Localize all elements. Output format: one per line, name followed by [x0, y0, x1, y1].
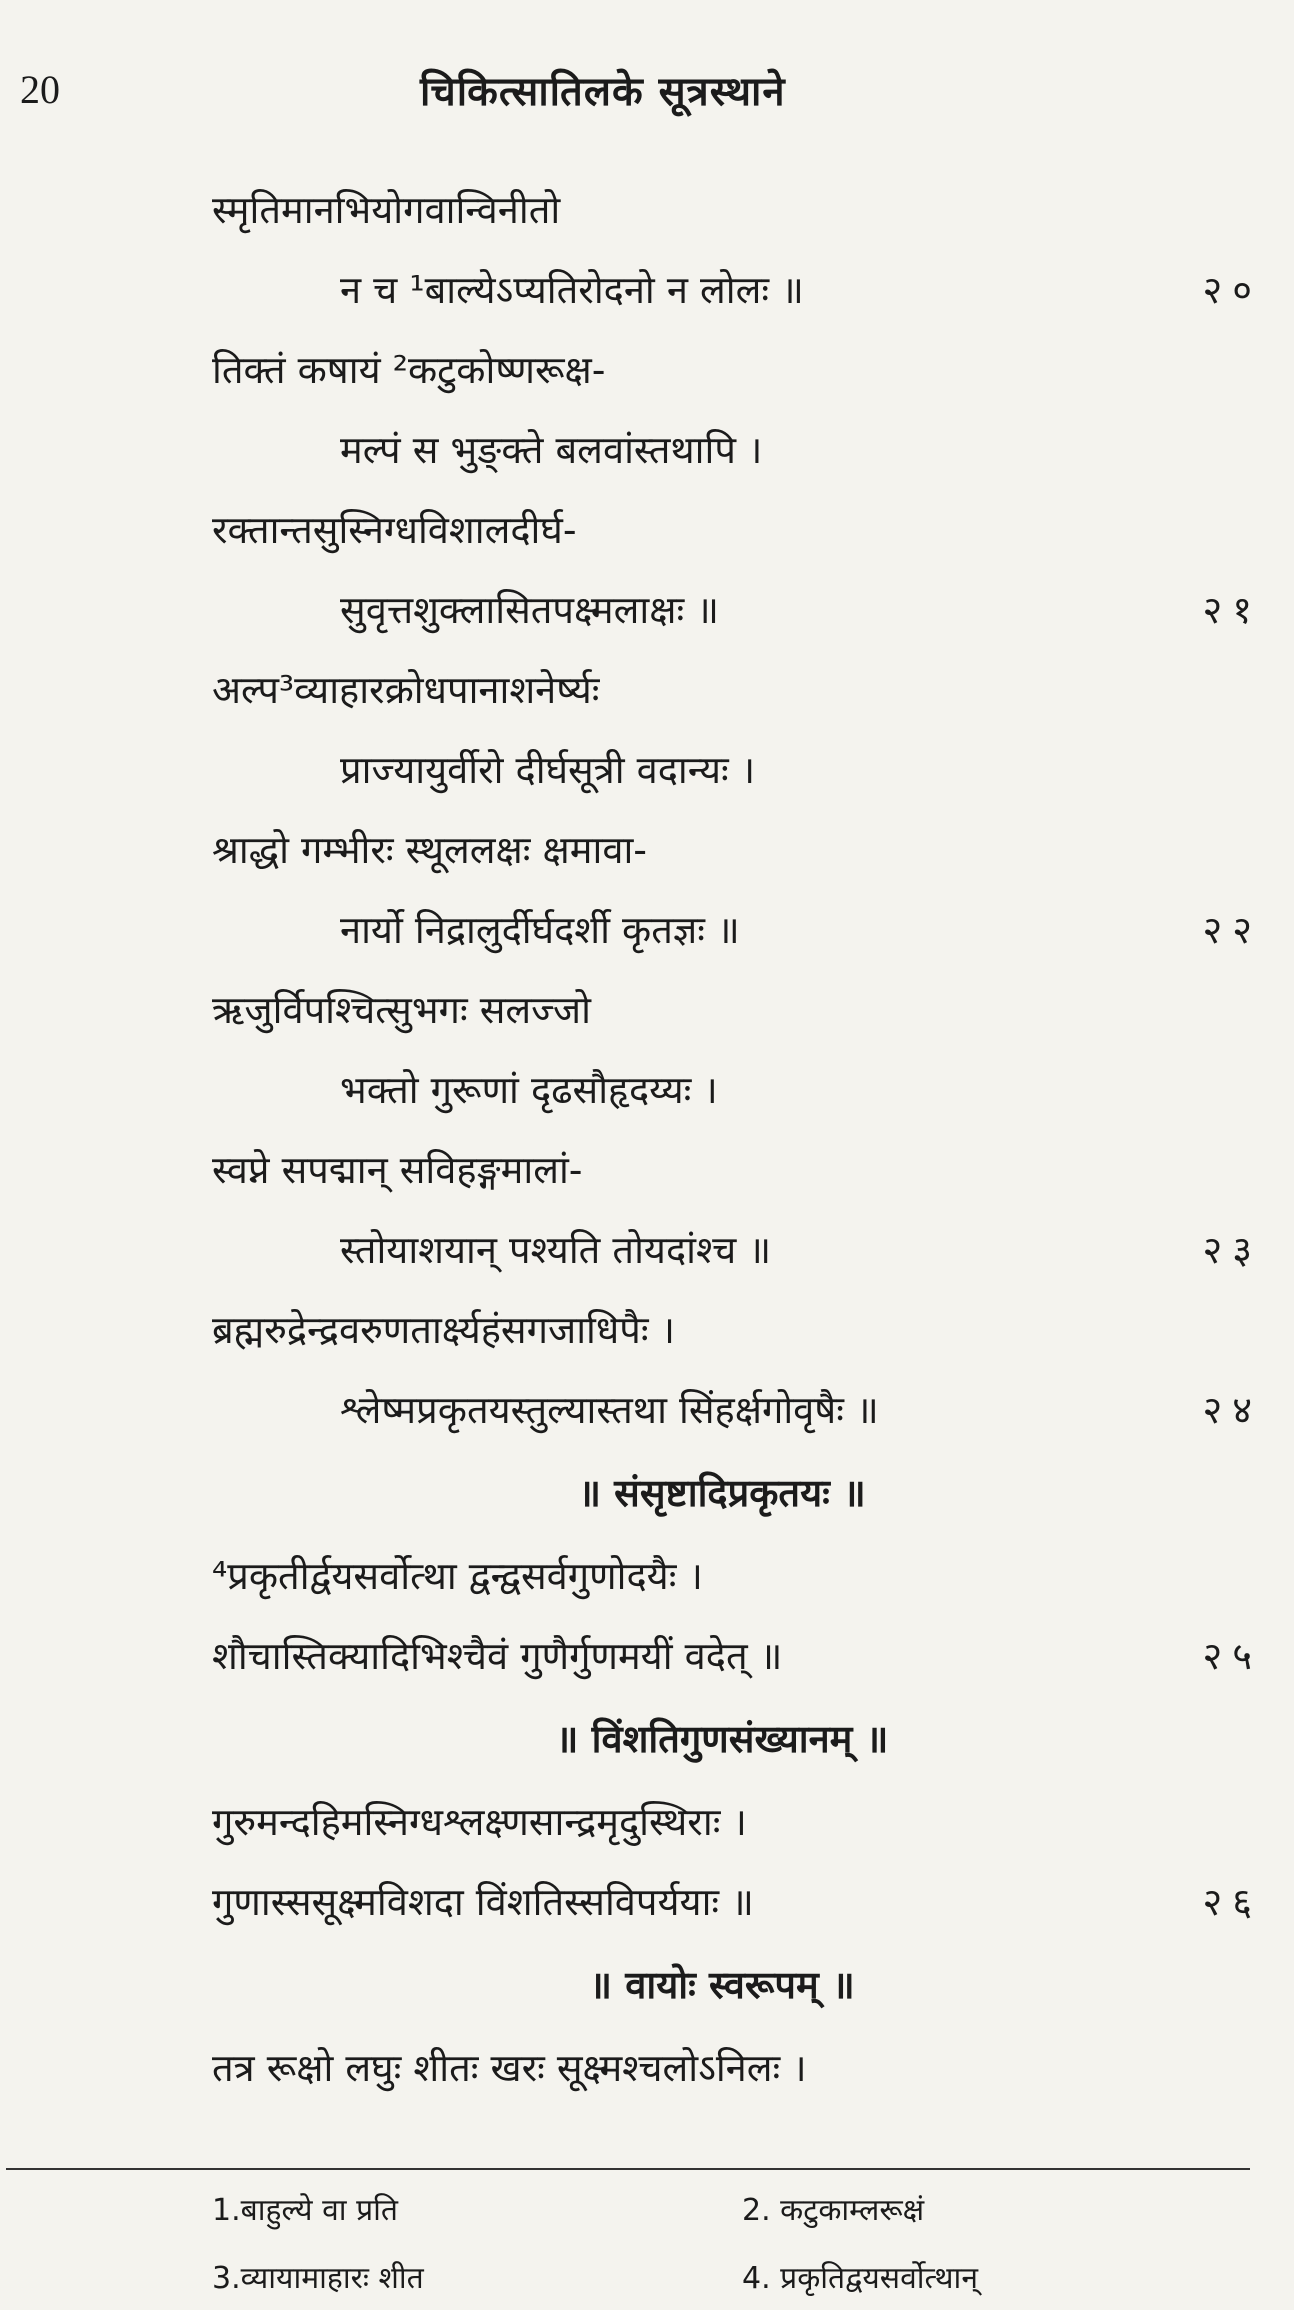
- verse-line: [0, 1050, 1294, 1130]
- verse-text: ऋजुर्विपश्चित्सुभगः सलज्जो: [212, 988, 591, 1032]
- page-header: [0, 58, 1294, 128]
- verse-line: [0, 2028, 1294, 2108]
- verse-number: २१: [1202, 588, 1262, 632]
- verse-text: श्लेष्मप्रकृतयस्तुल्यास्तथा सिंहर्क्षगोवृषैः ॥: [340, 1388, 879, 1432]
- section-heading-text: ॥ वायोः स्वरूपम् ॥: [589, 1963, 855, 2007]
- verse-line: [0, 490, 1294, 570]
- verse-text: मल्पं स भुङ्क्ते बलवांस्तथापि ।: [340, 428, 763, 472]
- verse-text: तिक्तं कषायं ²कटुकोष्णरूक्ष-: [212, 348, 606, 392]
- verse-text: अल्प³व्याहारक्रोधपानाशनेर्ष्यः: [212, 668, 600, 712]
- verse-text: नार्यो निद्रालुर्दीर्घदर्शी कृतज्ञः ॥: [340, 908, 740, 952]
- verse-line: [0, 650, 1294, 730]
- verse-line: [0, 1616, 1294, 1696]
- section-heading: [0, 1450, 1294, 1536]
- verse-text: प्राज्यायुर्वीरो दीर्घसूत्री वदान्यः ।: [340, 748, 756, 792]
- verse-line: [0, 1210, 1294, 1290]
- verse-text: शौचास्तिक्यादिभिश्चैवं गुणैर्गुणमयीं वदेत् ॥: [212, 1634, 783, 1678]
- verse-number: २२: [1202, 908, 1262, 952]
- verse-body: [0, 170, 1294, 2108]
- verse-line: [0, 730, 1294, 810]
- verse-line: [0, 970, 1294, 1050]
- verse-line: [0, 250, 1294, 330]
- footnote-1: 1.बाहुल्ये वा प्रति: [212, 2193, 399, 2228]
- footnote-3: 3.व्यायामाहारः शीत: [212, 2261, 424, 2296]
- verse-number: २३: [1202, 1228, 1262, 1272]
- verse-number: २०: [1202, 268, 1262, 312]
- running-title: चिकित्सातिलके सूत्रस्थाने: [420, 69, 786, 115]
- verse-number: २६: [1202, 1880, 1262, 1924]
- verse-text: सुवृत्तशुक्लासितपक्ष्मलाक्षः ॥: [340, 588, 720, 632]
- section-heading-text: ॥ विंशतिगुणसंख्यानम् ॥: [555, 1717, 889, 1761]
- verse-text: ब्रह्मरुद्रेन्द्रवरुणतार्क्ष्यहंसगजाधिपैः ।: [212, 1308, 675, 1352]
- verse-text: न च ¹बाल्येऽप्यतिरोदनो न लोलः ॥: [340, 268, 804, 312]
- verse-line: [0, 1290, 1294, 1370]
- verse-line: [0, 890, 1294, 970]
- verse-line: [0, 1862, 1294, 1942]
- verse-line: [0, 570, 1294, 650]
- verse-text: तत्र रूक्षो लघुः शीतः खरः सूक्ष्मश्चलोऽनिलः ।: [212, 2046, 807, 2090]
- verse-text: गुरुमन्दहिमस्निग्धश्लक्ष्णसान्द्रमृदुस्थिराः ।: [212, 1800, 747, 1844]
- verse-text: स्तोयाशयान् पश्यति तोयदांश्च ॥: [340, 1228, 772, 1272]
- page-number: 20: [20, 67, 60, 112]
- section-heading-text: ॥ संसृष्टादिप्रकृतयः ॥: [578, 1471, 866, 1515]
- verse-line: [0, 1370, 1294, 1450]
- section-heading: [0, 1942, 1294, 2028]
- verse-line: [0, 1536, 1294, 1616]
- verse-text: स्वप्ने सपद्मान् सविहङ्गमालां-: [212, 1148, 583, 1192]
- verse-line: [0, 1130, 1294, 1210]
- verse-text: रक्तान्तसुस्निग्धविशालदीर्घ-: [212, 508, 577, 552]
- footnote-4: 4. प्रकृतिद्वयसर्वोत्थान्: [742, 2261, 978, 2296]
- verse-line: [0, 330, 1294, 410]
- verse-line: [0, 170, 1294, 250]
- verse-text: श्राद्धो गम्भीरः स्थूललक्षः क्षमावा-: [212, 828, 648, 872]
- verse-line: [0, 1782, 1294, 1862]
- verse-line: [0, 810, 1294, 890]
- verse-number: २४: [1202, 1388, 1262, 1432]
- verse-text: स्मृतिमानभियोगवान्विनीतो: [212, 188, 561, 232]
- verse-line: [0, 410, 1294, 490]
- footnote-divider: [6, 2168, 1250, 2170]
- verse-number: २५: [1202, 1634, 1262, 1678]
- verse-text: भक्तो गुरूणां दृढसौहृदय्यः ।: [340, 1068, 718, 1112]
- section-heading: [0, 1696, 1294, 1782]
- verse-text: ⁴प्रकृतीर्द्वयसर्वोत्था द्वन्द्वसर्वगुणोदयैः ।: [212, 1554, 703, 1598]
- verse-text: गुणास्ससूक्ष्मविशदा विंशतिस्सविपर्ययाः ॥: [212, 1880, 754, 1924]
- footnote-2: 2. कटुकाम्लरूक्षं: [742, 2193, 925, 2228]
